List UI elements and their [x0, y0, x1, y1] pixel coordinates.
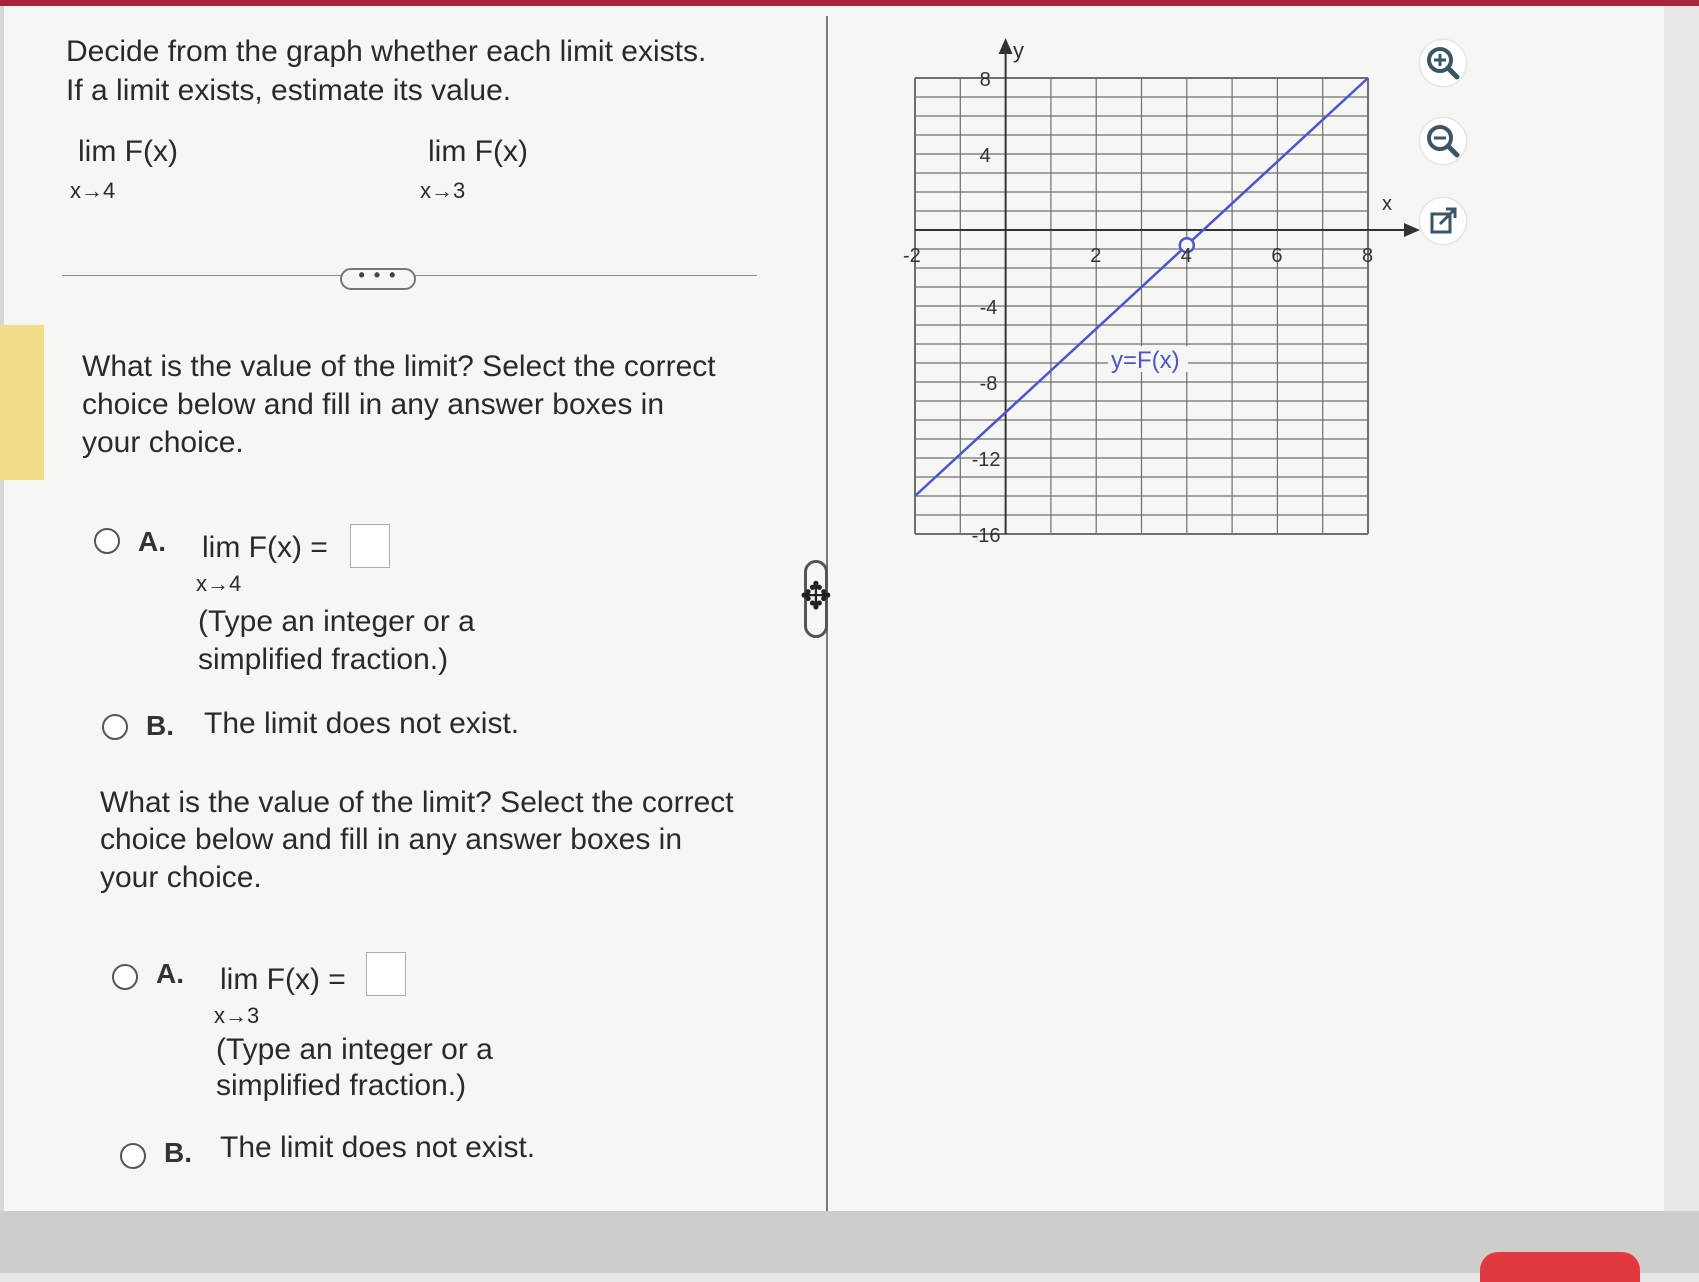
- move-cursor-icon: ✥: [800, 574, 832, 618]
- q2-option-a-expression: lim F(x) =: [220, 963, 346, 996]
- q2-option-b-radio[interactable]: [120, 1143, 146, 1169]
- current-question-marker: [0, 325, 44, 480]
- q2-option-b-letter: B.: [164, 1137, 192, 1168]
- q1-option-b-radio[interactable]: [102, 714, 128, 740]
- limit-2-expression: lim F(x): [428, 135, 528, 168]
- q1-answer-box[interactable]: [350, 524, 390, 568]
- q1-hint-line-1: (Type an integer or a: [198, 605, 475, 638]
- q2-option-b-text: The limit does not exist.: [220, 1131, 536, 1164]
- y-tick-label: -12: [971, 449, 1001, 471]
- y-tick-label: -8: [979, 373, 998, 395]
- x-tick-label: 2: [1090, 245, 1102, 267]
- q1-prompt-line-1: What is the value of the limit? Select the correct: [82, 350, 716, 383]
- q1-prompt-line-2: choice below and fill in any answer boxes in: [82, 388, 664, 421]
- open-external-icon: [1420, 198, 1466, 244]
- q2-prompt-line-2: choice below and fill in any answer boxes in: [100, 823, 682, 856]
- x-tick-label: 6: [1271, 245, 1283, 267]
- y-tick-label: 4: [979, 145, 991, 167]
- q2-option-a-letter: A.: [156, 958, 184, 989]
- y-tick-label: -16: [971, 525, 1001, 547]
- function-graph: [895, 36, 1435, 566]
- curve-label: y=F(x): [1111, 347, 1180, 374]
- q2-option-a-radio[interactable]: [112, 964, 138, 990]
- q1-option-a-letter: A.: [138, 526, 166, 557]
- x-tick-label: 4: [1180, 245, 1192, 267]
- q2-hint-line-2: simplified fraction.): [216, 1069, 467, 1102]
- zoom-in-button[interactable]: [1420, 40, 1466, 86]
- x-axis-label: x: [1382, 193, 1392, 215]
- zoom-in-icon: [1420, 40, 1466, 86]
- intro-line-1: Decide from the graph whether each limit exists.: [66, 35, 707, 68]
- limit-2-subscript: x→3: [420, 178, 466, 203]
- q2-hint-line-1: (Type an integer or a: [216, 1033, 493, 1066]
- q2-prompt-line-3: your choice.: [100, 861, 262, 894]
- q2-prompt-line-1: What is the value of the limit? Select the correct: [100, 786, 734, 819]
- q1-prompt-line-3: your choice.: [82, 426, 244, 459]
- intro-line-2: If a limit exists, estimate its value.: [66, 74, 512, 107]
- q1-option-b-letter: B.: [146, 710, 174, 741]
- q1-option-a-radio[interactable]: [94, 528, 120, 554]
- zoom-out-button[interactable]: [1420, 118, 1466, 164]
- y-tick-label: 8: [979, 69, 991, 91]
- q2-answer-box[interactable]: [366, 952, 406, 996]
- bottom-strip: [0, 1211, 1699, 1273]
- q1-option-a-subscript: x→4: [196, 571, 242, 596]
- q2-option-a-subscript: x→3: [214, 1003, 260, 1028]
- x-tick-label: -2: [903, 245, 921, 267]
- submit-button[interactable]: [1480, 1252, 1640, 1282]
- more-button[interactable]: • • •: [340, 268, 416, 290]
- q1-hint-line-2: simplified fraction.): [198, 643, 449, 676]
- limit-1-subscript: x→4: [70, 178, 116, 203]
- limit-1-expression: lim F(x): [78, 135, 178, 168]
- q1-option-a-expression: lim F(x) =: [202, 531, 328, 564]
- open-external-button[interactable]: [1420, 198, 1466, 244]
- x-axis-arrow: [1404, 223, 1420, 237]
- zoom-out-icon: [1420, 118, 1466, 164]
- y-axis-arrow: [999, 38, 1013, 54]
- q1-option-b-text: The limit does not exist.: [204, 707, 520, 740]
- x-tick-label: 8: [1362, 245, 1374, 267]
- y-tick-label: -4: [979, 297, 998, 319]
- y-axis-label: y: [1013, 38, 1024, 63]
